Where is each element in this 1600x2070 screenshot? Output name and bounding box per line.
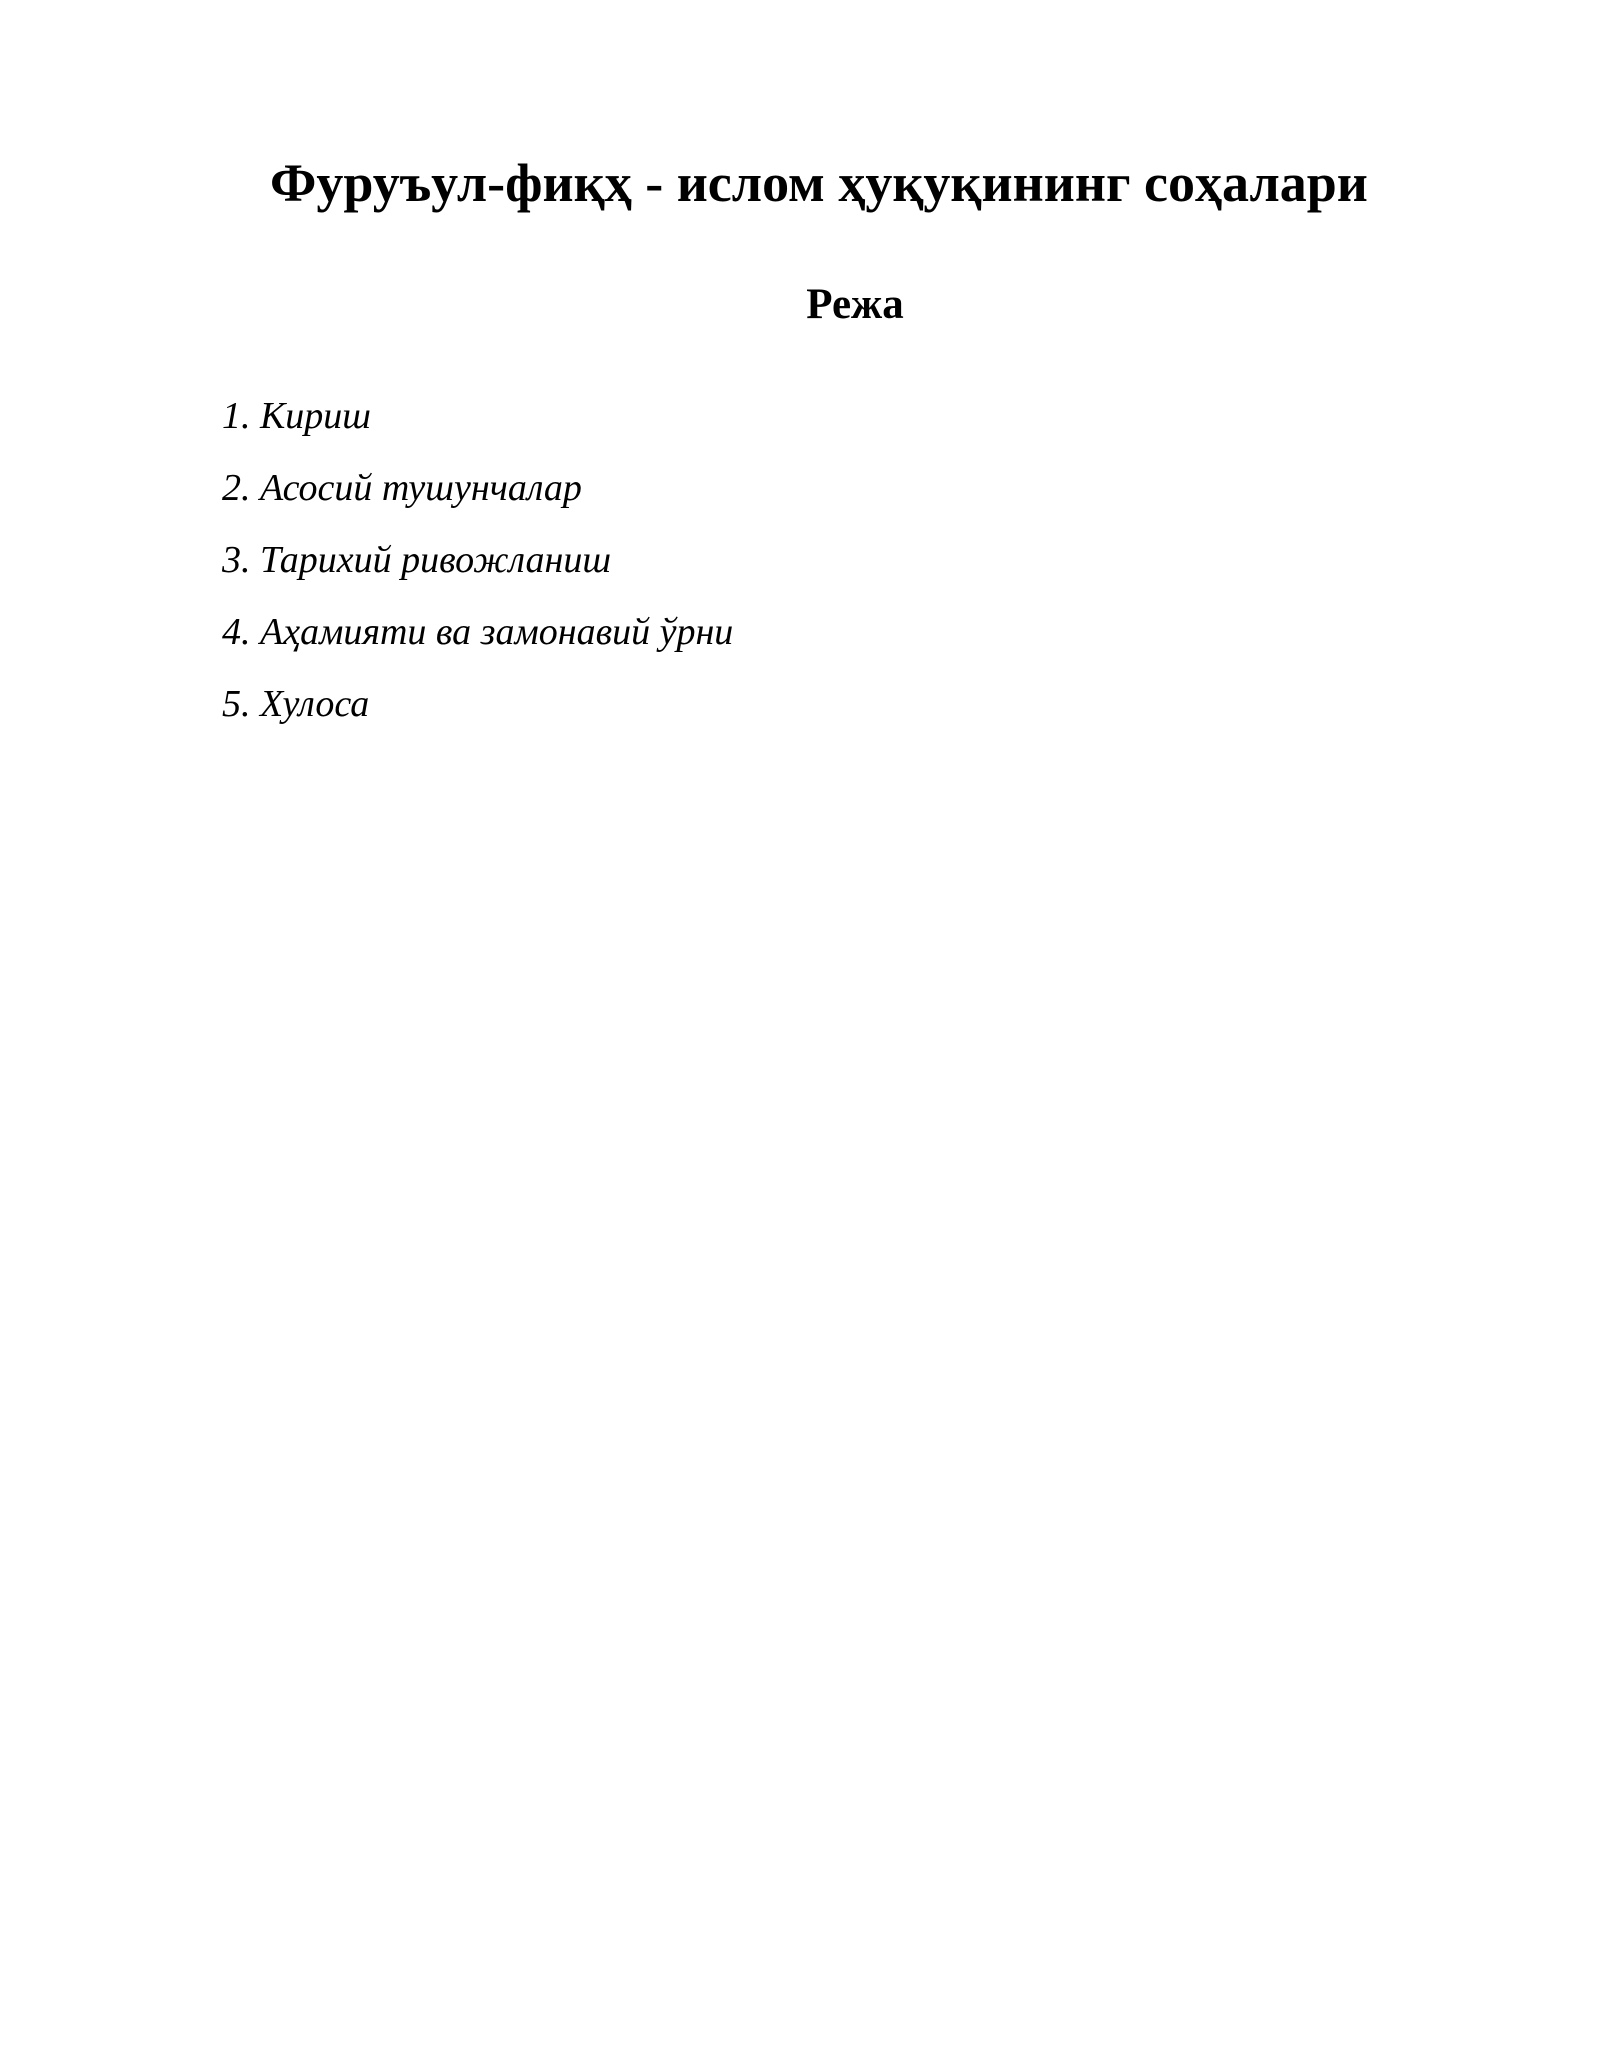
plan-item-introduction: 1. Кириш [222,395,371,437]
document-title: Фуруъул-фиқҳ - ислом ҳуқуқининг соҳалари [270,153,1368,213]
plan-item-basic-concepts: 2. Асосий тушунчалар [222,467,582,509]
plan-item-historical-development: 3. Тарихий ривожланиш [222,539,612,581]
plan-item-conclusion: 5. Хулоса [222,683,370,725]
plan-heading: Режа [806,281,904,328]
plan-list [222,388,733,748]
plan-item-importance-modern-role: 4. Аҳамияти ва замонавий ўрни [222,611,734,653]
